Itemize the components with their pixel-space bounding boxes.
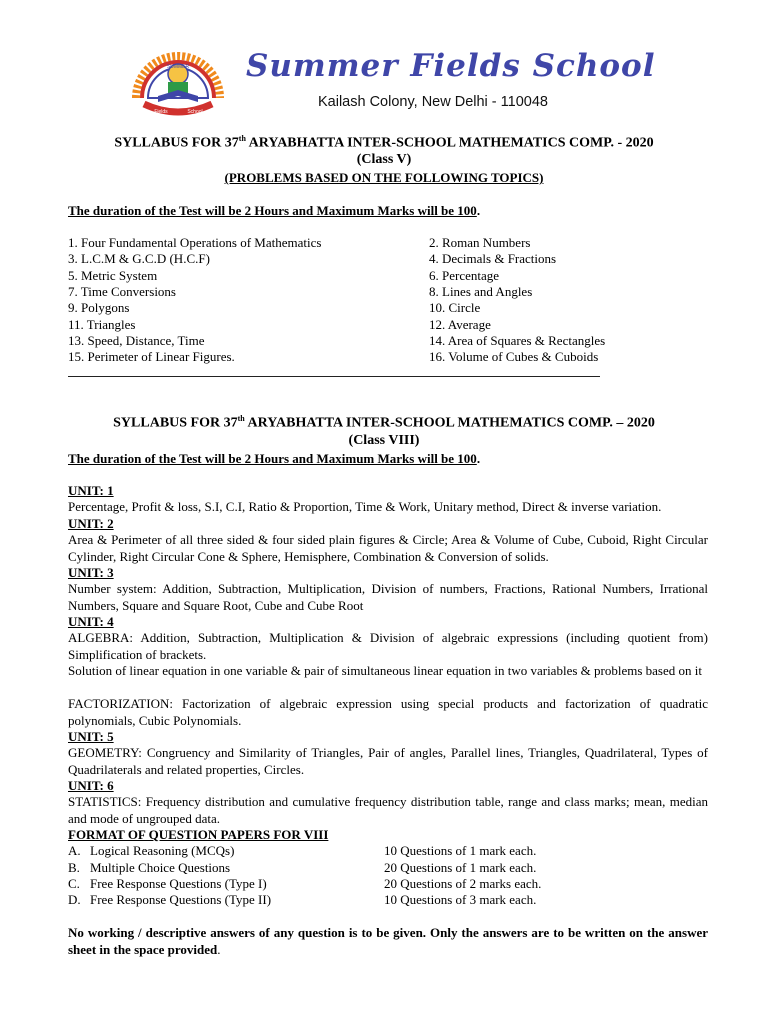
section1-title-pre: SYLLABUS FOR 37 — [114, 135, 239, 151]
section2-duration-text: The duration of the Test will be 2 Hours and Maximum Marks will be 100 — [68, 451, 477, 466]
format-spec: 10 Questions of 1 mark each. — [384, 843, 537, 858]
answer-note-end: . — [217, 941, 221, 957]
section2-title-sup: th — [237, 414, 245, 423]
unit-heading: UNIT: 3 — [68, 565, 114, 580]
unit-heading: UNIT: 5 — [68, 729, 114, 744]
unit-heading: UNIT: 1 — [68, 483, 114, 498]
section2-title-pre: SYLLABUS FOR 37 — [113, 415, 238, 431]
logo-top-text: SUMMER — [166, 64, 190, 70]
topic-item: 2. Roman Numbers — [429, 235, 531, 250]
topic-item: 3. L.C.M & G.C.D (H.C.F) — [68, 251, 210, 266]
section1-duration-end: . — [476, 203, 481, 218]
unit-body: ALGEBRA: Addition, Subtraction, Multiplication & Division of algebraic expressions (including quotient from) Simplification of brackets. — [68, 630, 708, 662]
unit-heading: UNIT: 2 — [68, 516, 114, 531]
topic-item: 15. Perimeter of Linear Figures. — [68, 349, 235, 364]
topic-item: 5. Metric System — [68, 268, 158, 283]
format-letter: D. — [68, 892, 81, 907]
answer-note — [68, 925, 708, 958]
topic-item: 16. Volume of Cubes & Cuboids — [429, 349, 599, 364]
topic-item: 9. Polygons — [68, 300, 130, 315]
section1-subtitle: (PROBLEMS BASED ON THE FOLLOWING TOPICS) — [224, 170, 544, 185]
topic-item: 10. Circle — [429, 300, 481, 315]
school-name: Summer Fields School — [246, 48, 656, 84]
section-divider — [68, 376, 600, 377]
section1-duration — [68, 203, 480, 219]
section2-duration — [68, 451, 480, 467]
topic-item: 11. Triangles — [68, 317, 136, 332]
section1-class: (Class V) — [356, 152, 412, 167]
format-letter: C. — [68, 876, 80, 891]
topic-item: 8. Lines and Angles — [429, 284, 533, 299]
section2-title — [0, 414, 768, 432]
section1-title-sup: th — [238, 134, 246, 143]
format-name: Logical Reasoning (MCQs) — [90, 843, 235, 858]
logo-left-text: Fields — [154, 109, 168, 115]
answer-note-text: No working / descriptive answers of any question is to be given. Only the answers are to be written on the answer sheet in the space provided — [68, 925, 708, 957]
unit-body: GEOMETRY: Congruency and Similarity of Triangles, Pair of angles, Parallel lines, Triangles, Quadrilateral, Types of Quadrilaterals and related properties, Circles. — [68, 745, 708, 777]
unit-body: Number system: Addition, Subtraction, Multiplication, Division of numbers, Fractions, Rational Numbers, Irrational Numbers, Square and Square Root, Cube and Cube Root — [68, 581, 708, 613]
format-spec: 10 Questions of 3 mark each. — [384, 892, 537, 907]
format-name: Multiple Choice Questions — [90, 860, 231, 875]
format-heading: FORMAT OF QUESTION PAPERS FOR VIII — [68, 827, 329, 842]
unit-body: Percentage, Profit & loss, S.I, C.I, Ratio & Proportion, Time & Work, Unitary method, Direct & inverse variation. — [68, 499, 662, 514]
topic-item: 1. Four Fundamental Operations of Mathematics — [68, 235, 322, 250]
topic-item: 6. Percentage — [429, 268, 500, 283]
section2-class: (Class VIII) — [348, 433, 420, 448]
section1-title — [0, 134, 768, 152]
format-spec: 20 Questions of 1 mark each. — [384, 860, 537, 875]
format-name: Free Response Questions (Type I) — [90, 876, 267, 891]
topic-item: 4. Decimals & Fractions — [429, 251, 557, 266]
section1-duration-text: The duration of the Test will be 2 Hours and Maximum Marks will be 100 — [68, 203, 477, 218]
topic-item: 12. Average — [429, 317, 491, 332]
section2-duration-end: . — [476, 451, 481, 466]
format-spec: 20 Questions of 2 marks each. — [384, 876, 542, 891]
topic-item: 7. Time Conversions — [68, 284, 176, 299]
section1-title-post: ARYABHATTA INTER-SCHOOL MATHEMATICS COMP. - 2020 — [245, 135, 654, 151]
unit-body: Solution of linear equation in one variable & pair of simultaneous linear equation in two variables & problems based on it — [68, 663, 702, 678]
topic-item: 14. Area of Squares & Rectangles — [429, 333, 606, 348]
unit-body: Area & Perimeter of all three sided & four sided plain figures & Circle; Area & Volume of Cube, Cuboid, Right Circular Cylinder, Right Circular Cone & Sphere, Hemisphere, Combination & Conversion of solids. — [68, 532, 708, 564]
unit-heading: UNIT: 6 — [68, 778, 114, 793]
unit-heading: UNIT: 4 — [68, 614, 114, 629]
format-letter: A. — [68, 843, 81, 858]
format-name: Free Response Questions (Type II) — [90, 892, 272, 907]
school-address: Kailash Colony, New Delhi - 110048 — [318, 94, 548, 110]
unit-body: FACTORIZATION: Factorization of algebraic expression using special products and factorization of quadratic polynomials, Cubic Polynomials. — [68, 696, 708, 728]
unit-body: STATISTICS: Frequency distribution and cumulative frequency distribution table, range and class marks; mean, median and mode of ungrouped data. — [68, 794, 708, 826]
format-letter: B. — [68, 860, 80, 875]
topic-item: 13. Speed, Distance, Time — [68, 333, 205, 348]
logo-right-text: School — [187, 109, 203, 115]
section2-title-post: ARYABHATTA INTER-SCHOOL MATHEMATICS COMP. – 2020 — [244, 415, 655, 431]
school-logo-emblem — [128, 38, 228, 122]
